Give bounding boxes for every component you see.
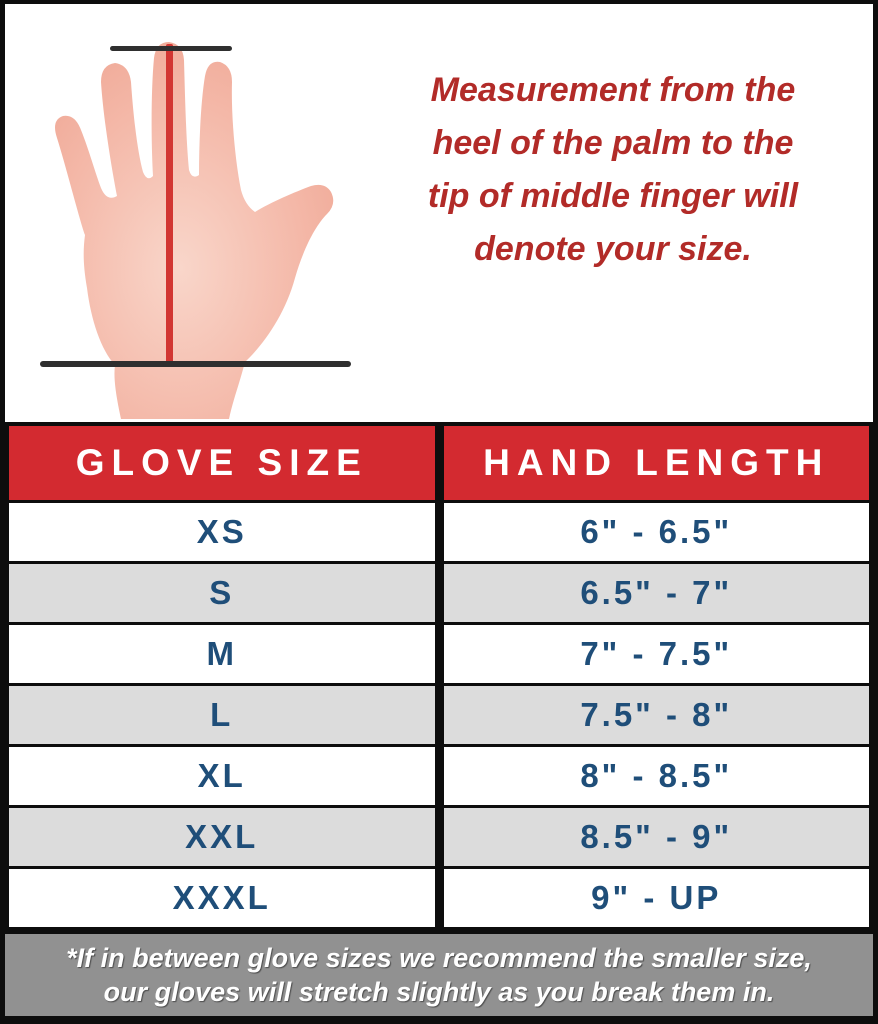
footnote-line: *If in between glove sizes we recommend the smaller size, — [66, 943, 812, 973]
measurement-illustration-section — [5, 4, 873, 422]
footnote — [5, 934, 873, 1016]
cell-size-xl: XL — [9, 747, 435, 805]
measure-line-red — [166, 44, 173, 366]
cell-length-xxxl: 9" - UP — [444, 869, 870, 927]
footnote-line: our gloves will stretch slightly as you break them in. — [103, 977, 775, 1007]
cell-length-m: 7" - 7.5" — [444, 625, 870, 683]
instruction-line: denote your size. — [474, 230, 752, 268]
column-header-glove-size: GLOVE SIZE — [9, 426, 435, 500]
cell-size-xxl: XXL — [9, 808, 435, 866]
cell-length-xs: 6" - 6.5" — [444, 503, 870, 561]
column-header-hand-length: HAND LENGTH — [444, 426, 870, 500]
cell-length-xl: 8" - 8.5" — [444, 747, 870, 805]
instruction-line: Measurement from the — [430, 71, 796, 109]
cell-size-s: S — [9, 564, 435, 622]
cell-size-xxxl: XXXL — [9, 869, 435, 927]
cell-size-xs: XS — [9, 503, 435, 561]
measurement-instruction — [369, 64, 857, 276]
cell-length-l: 7.5" - 8" — [444, 686, 870, 744]
cell-length-xxl: 8.5" - 9" — [444, 808, 870, 866]
size-table — [5, 422, 873, 931]
instruction-line: heel of the palm to the — [432, 124, 794, 162]
hand-measurement-diagram-icon — [33, 20, 365, 420]
measure-line-bottom — [40, 361, 351, 367]
cell-size-m: M — [9, 625, 435, 683]
measure-line-top — [110, 46, 232, 51]
cell-size-l: L — [9, 686, 435, 744]
instruction-line: tip of middle finger will — [427, 177, 799, 215]
cell-length-s: 6.5" - 7" — [444, 564, 870, 622]
